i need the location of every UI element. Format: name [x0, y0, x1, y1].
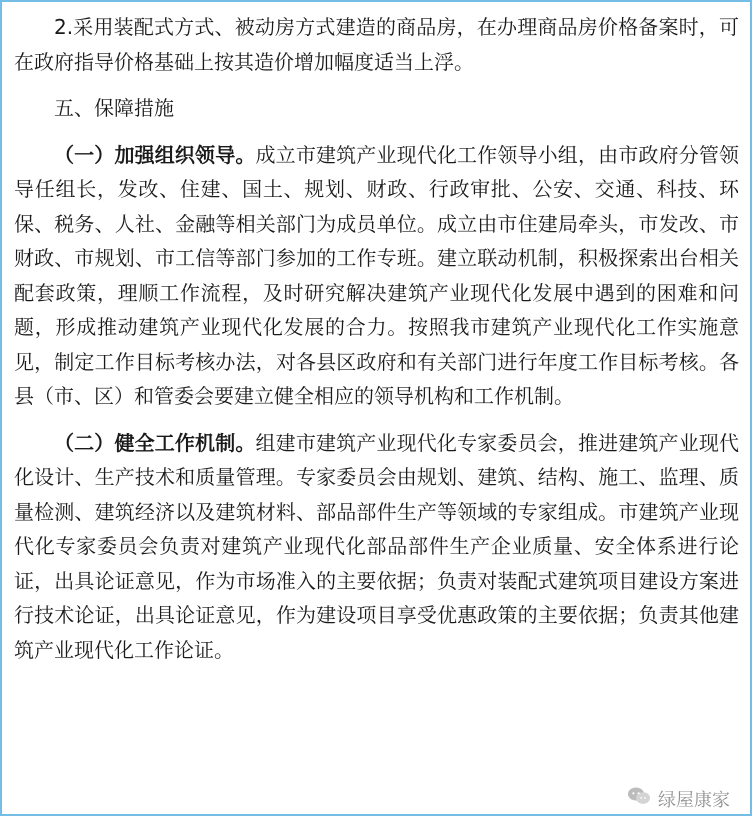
- subsection-organization-leadership: [14, 138, 739, 414]
- section-heading: 五、保障措施: [54, 96, 174, 120]
- subsection-title: （一）加强组织领导。: [54, 142, 256, 167]
- paragraph-price-rule: 2.采用装配式方式、被动房方式建造的商品房，在办理商品房价格备案时，可在政府指导价格基础上按其造价增加幅度适当上浮。: [14, 15, 739, 74]
- paragraph-gap: [14, 414, 739, 426]
- subsection-title: （二）健全工作机制。: [54, 430, 256, 455]
- subsection-body: 组建市建筑产业现代化专家委员会，推进建筑产业现代化设计、生产技术和质量管理。专家委员会由规划、建筑、结构、施工、监理、质量检测、建筑经济以及建筑材料、部品部件生产等领域的专家组成。市建筑产业现代化专家委员会负责对建筑产业现代化部品部件生产企业质量、安全体系进行论证，出具论证意见，作为市场准入的主要依据；负责对装配式建筑项目建设方案进行技术论证，出具论证意见，作为建设项目享受优惠政策的主要依据；负责其他建筑产业现代化工作论证。: [14, 430, 740, 662]
- subsection-work-mechanism: [14, 426, 739, 668]
- subsection-body: 成立市建筑产业现代化工作领导小组，由市政府分管领导任组长，发改、住建、国土、规划、财政、行政审批、公安、交通、科技、环保、税务、人社、金融等相关部门为成员单位。成立由市住建局牵头，市发改、市财政、市规划、市工信等部门参加的工作专班。建立联动机制，积极探索出台相关配套政策，理顺工作流程，及时研究解决建筑产业现代化发展中遇到的困难和问题，形成推动建筑产业现代化发展的合力。按照我市建筑产业现代化工作实施意见，制定工作目标考核办法，对各县区政府和有关部门进行年度工作目标考核。各县（市、区）和管委会要建立健全相应的领导机构和工作机制。: [14, 142, 740, 408]
- wechat-icon: [626, 785, 652, 812]
- watermark-text: 绿屋康家: [658, 789, 730, 811]
- document-body: [14, 10, 739, 667]
- wechat-watermark: [626, 785, 730, 812]
